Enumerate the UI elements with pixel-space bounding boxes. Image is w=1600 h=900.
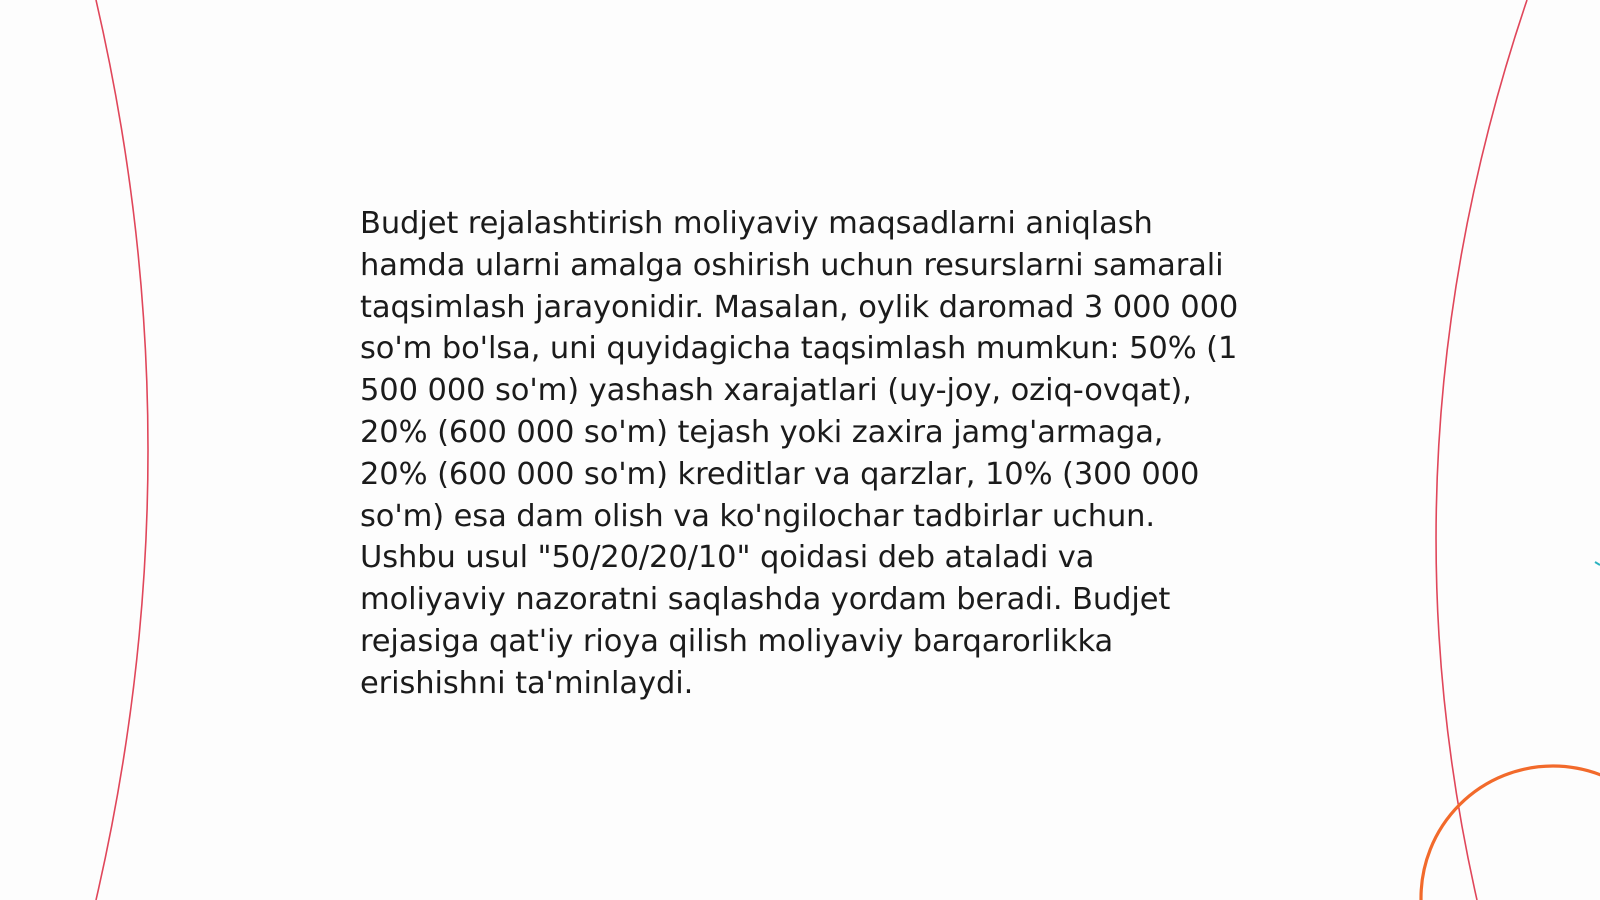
right-arc bbox=[1436, 0, 1527, 900]
body-text: Budjet rejalashtirish moliyaviy maqsadlarni aniqlash hamda ularni amalga oshirish uchun resurslarni samarali taqsimlash jarayonidir. Masalan, oylik daromad 3 000 000 so'm bo'lsa, uni quyidagicha taqsimlash mumkun: 50% (1 500 000 so'm) yashash xarajatlari (uy-joy, oziq-ovqat), 20% (600 000 so'm) tejash yoki zaxira jamg'armaga, 20% (600 000 so'm) kreditlar va qarzlar, 10% (300 000 so'm) esa dam olish va ko'ngilochar tadbirlar uchun. Ushbu usul "50/20/20/10" qoidasi deb ataladi va moliyaviy nazoratni saqlashda yordam beradi. Budjet rejasiga qat'iy rioya qilish moliyaviy barqarorlikka erishishni ta'minlaydi. bbox=[360, 206, 1239, 701]
teal-accent bbox=[1595, 562, 1600, 565]
left-arc bbox=[96, 0, 148, 900]
orange-circle bbox=[1421, 766, 1600, 900]
